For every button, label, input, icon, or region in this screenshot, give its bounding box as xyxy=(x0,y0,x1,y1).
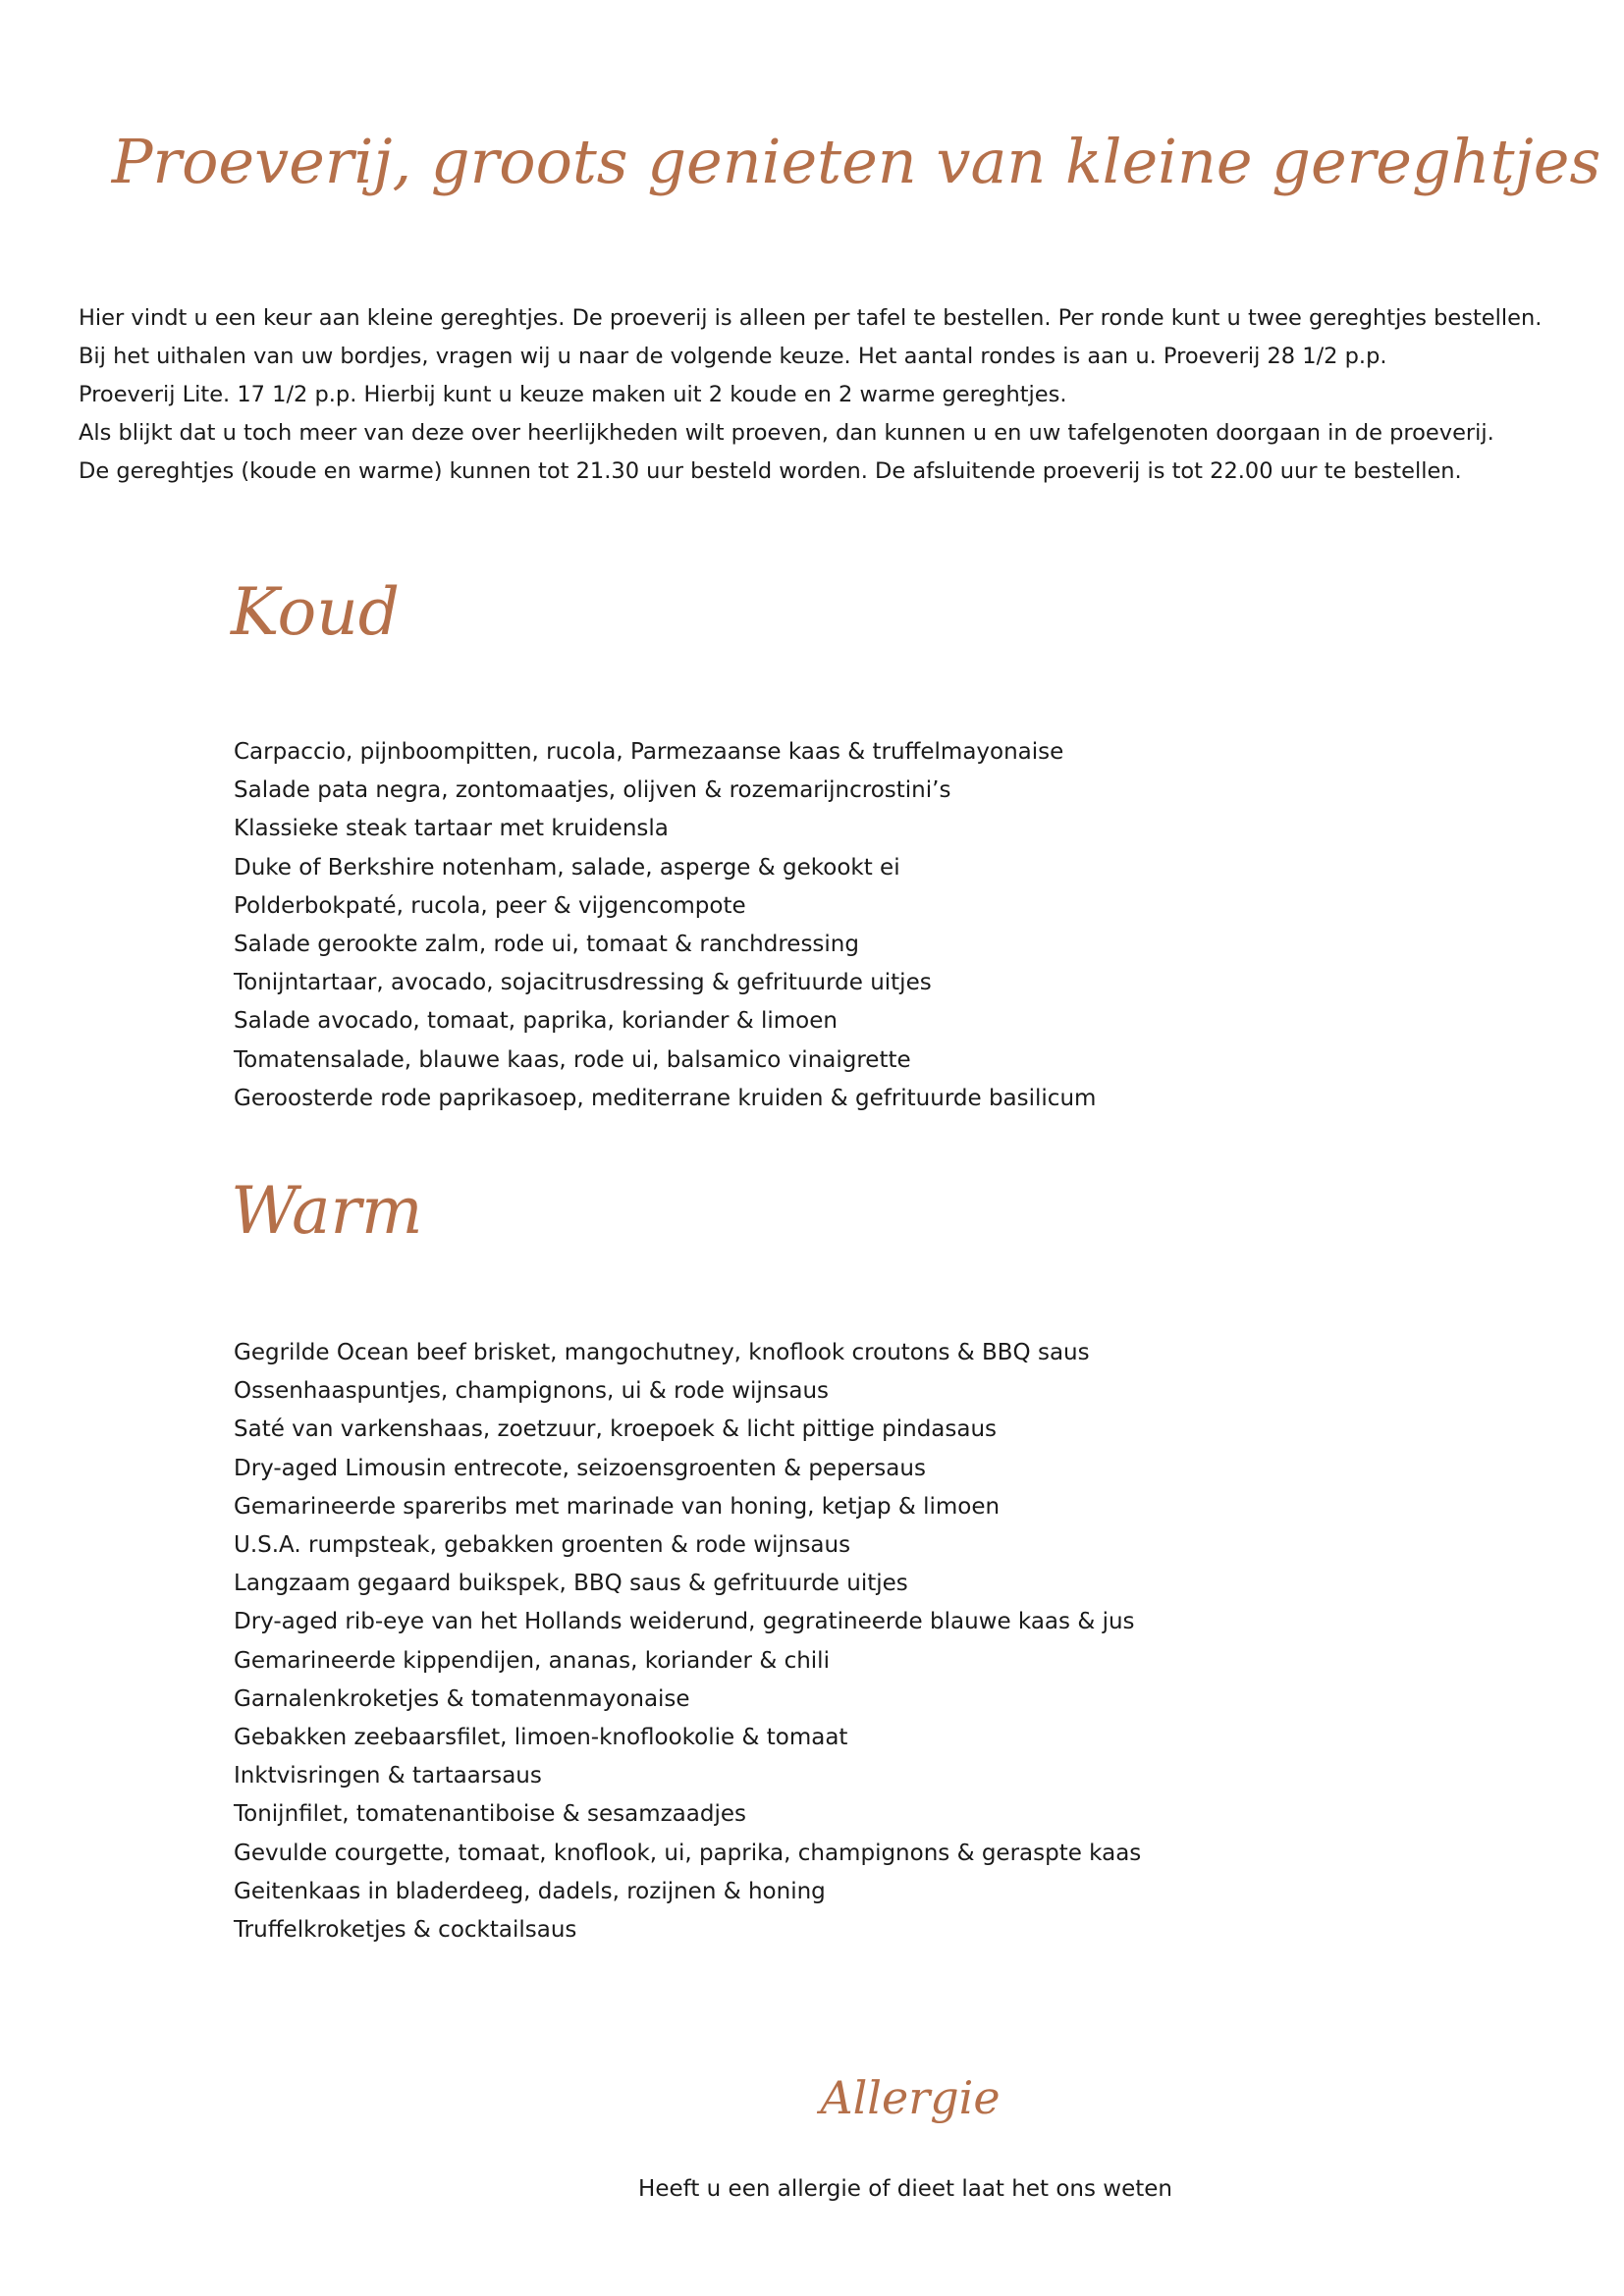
dish-item: Garnalenkroketjes & tomatenmayonaise xyxy=(234,1685,690,1712)
section-heading-warm: Warm xyxy=(231,1173,423,1249)
dish-item: Gebakken zeebaarsfilet, limoen-knoflookolie & tomaat xyxy=(234,1725,848,1751)
allergie-note: Heeft u een allergie of dieet laat het ons weten xyxy=(638,2176,1172,2202)
dish-item: Saté van varkenshaas, zoetzuur, kroepoek & licht pittige pindasaus xyxy=(234,1416,998,1443)
dish-item: Dry-aged Limousin entrecote, seizoensgroenten & pepersaus xyxy=(234,1455,926,1481)
dish-item: Polderbokpaté, rucola, peer & vijgencompote xyxy=(234,892,746,919)
dish-item: Tonijntartaar, avocado, sojacitrusdressing & gefrituurde uitjes xyxy=(234,970,932,996)
dish-item: Gegrilde Ocean beef brisket, mangochutney, knoflook croutons & BBQ saus xyxy=(234,1340,1090,1365)
intro-line: Proeverij Lite. 17 1/2 p.p. Hierbij kunt u keuze maken uit 2 koude en 2 warme gereghtjes. xyxy=(79,382,1067,407)
section-heading-allergie: Allergie xyxy=(820,2071,1001,2124)
dish-item: Salade gerookte zalm, rode ui, tomaat & ranchdressing xyxy=(234,932,859,958)
intro-line: De gereghtjes (koude en warme) kunnen tot 21.30 uur besteld worden. De afsluitende proeverij is tot 22.00 uur te bestellen. xyxy=(79,458,1462,484)
dish-item: Salade pata negra, zontomaatjes, olijven & rozemarijncrostini’s xyxy=(234,777,951,804)
dish-item: Carpaccio, pijnboompitten, rucola, Parmezaanse kaas & truffelmayonaise xyxy=(234,739,1064,765)
dish-item: Gemarineerde spareribs met marinade van honing, ketjap & limoen xyxy=(234,1493,1001,1520)
page-title: Proeverij, groots genieten van kleine gereghtjes xyxy=(111,126,1601,197)
dish-item: Gemarineerde kippendijen, ananas, koriander & chili xyxy=(234,1647,830,1674)
intro-line: Hier vindt u een keur aan kleine gereghtjes. De proeverij is alleen per tafel te bestellen. Per ronde kunt u twee gereghtjes bestellen. xyxy=(79,305,1543,331)
dish-item: Gevulde courgette, tomaat, knoflook, ui, paprika, champignons & geraspte kaas xyxy=(234,1840,1142,1866)
dish-item: Inktvisringen & tartaarsaus xyxy=(234,1763,542,1789)
dish-item: U.S.A. rumpsteak, gebakken groenten & rode wijnsaus xyxy=(234,1532,851,1559)
dish-item: Langzaam gegaard buikspek, BBQ saus & gefrituurde uitjes xyxy=(234,1571,908,1597)
intro-line: Als blijkt dat u toch meer van deze over heerlijkheden wilt proeven, dan kunnen u en uw tafelgenoten doorgaan in de proeverij. xyxy=(79,420,1494,446)
intro-text xyxy=(79,299,1571,491)
dish-item: Duke of Berkshire notenham, salade, asperge & gekookt ei xyxy=(234,854,900,881)
dish-item: Dry-aged rib-eye van het Hollands weiderund, gegratineerde blauwe kaas & jus xyxy=(234,1609,1135,1635)
warm-dish-list xyxy=(234,1334,1141,1949)
section-heading-koud: Koud xyxy=(231,574,401,650)
dish-item: Tomatensalade, blauwe kaas, rode ui, balsamico vinaigrette xyxy=(234,1046,911,1073)
intro-line: Bij het uithalen van uw bordjes, vragen wij u naar de volgende keuze. Het aantal rondes is aan u. Proeverij 28 1/2 p.p. xyxy=(79,344,1387,369)
dish-item: Ossenhaaspuntjes, champignons, ui & rode wijnsaus xyxy=(234,1378,830,1405)
koud-dish-list xyxy=(234,733,1096,1118)
dish-item: Geroosterde rode paprikasoep, mediterrane kruiden & gefrituurde basilicum xyxy=(234,1085,1097,1111)
dish-item: Salade avocado, tomaat, paprika, koriander & limoen xyxy=(234,1008,838,1035)
dish-item: Klassieke steak tartaar met kruidensla xyxy=(234,816,669,842)
dish-item: Tonijnfilet, tomatenantiboise & sesamzaadjes xyxy=(234,1801,746,1828)
dish-item: Truffelkroketjes & cocktailsaus xyxy=(234,1917,577,1944)
dish-item: Geitenkaas in bladerdeeg, dadels, rozijnen & honing xyxy=(234,1878,826,1904)
